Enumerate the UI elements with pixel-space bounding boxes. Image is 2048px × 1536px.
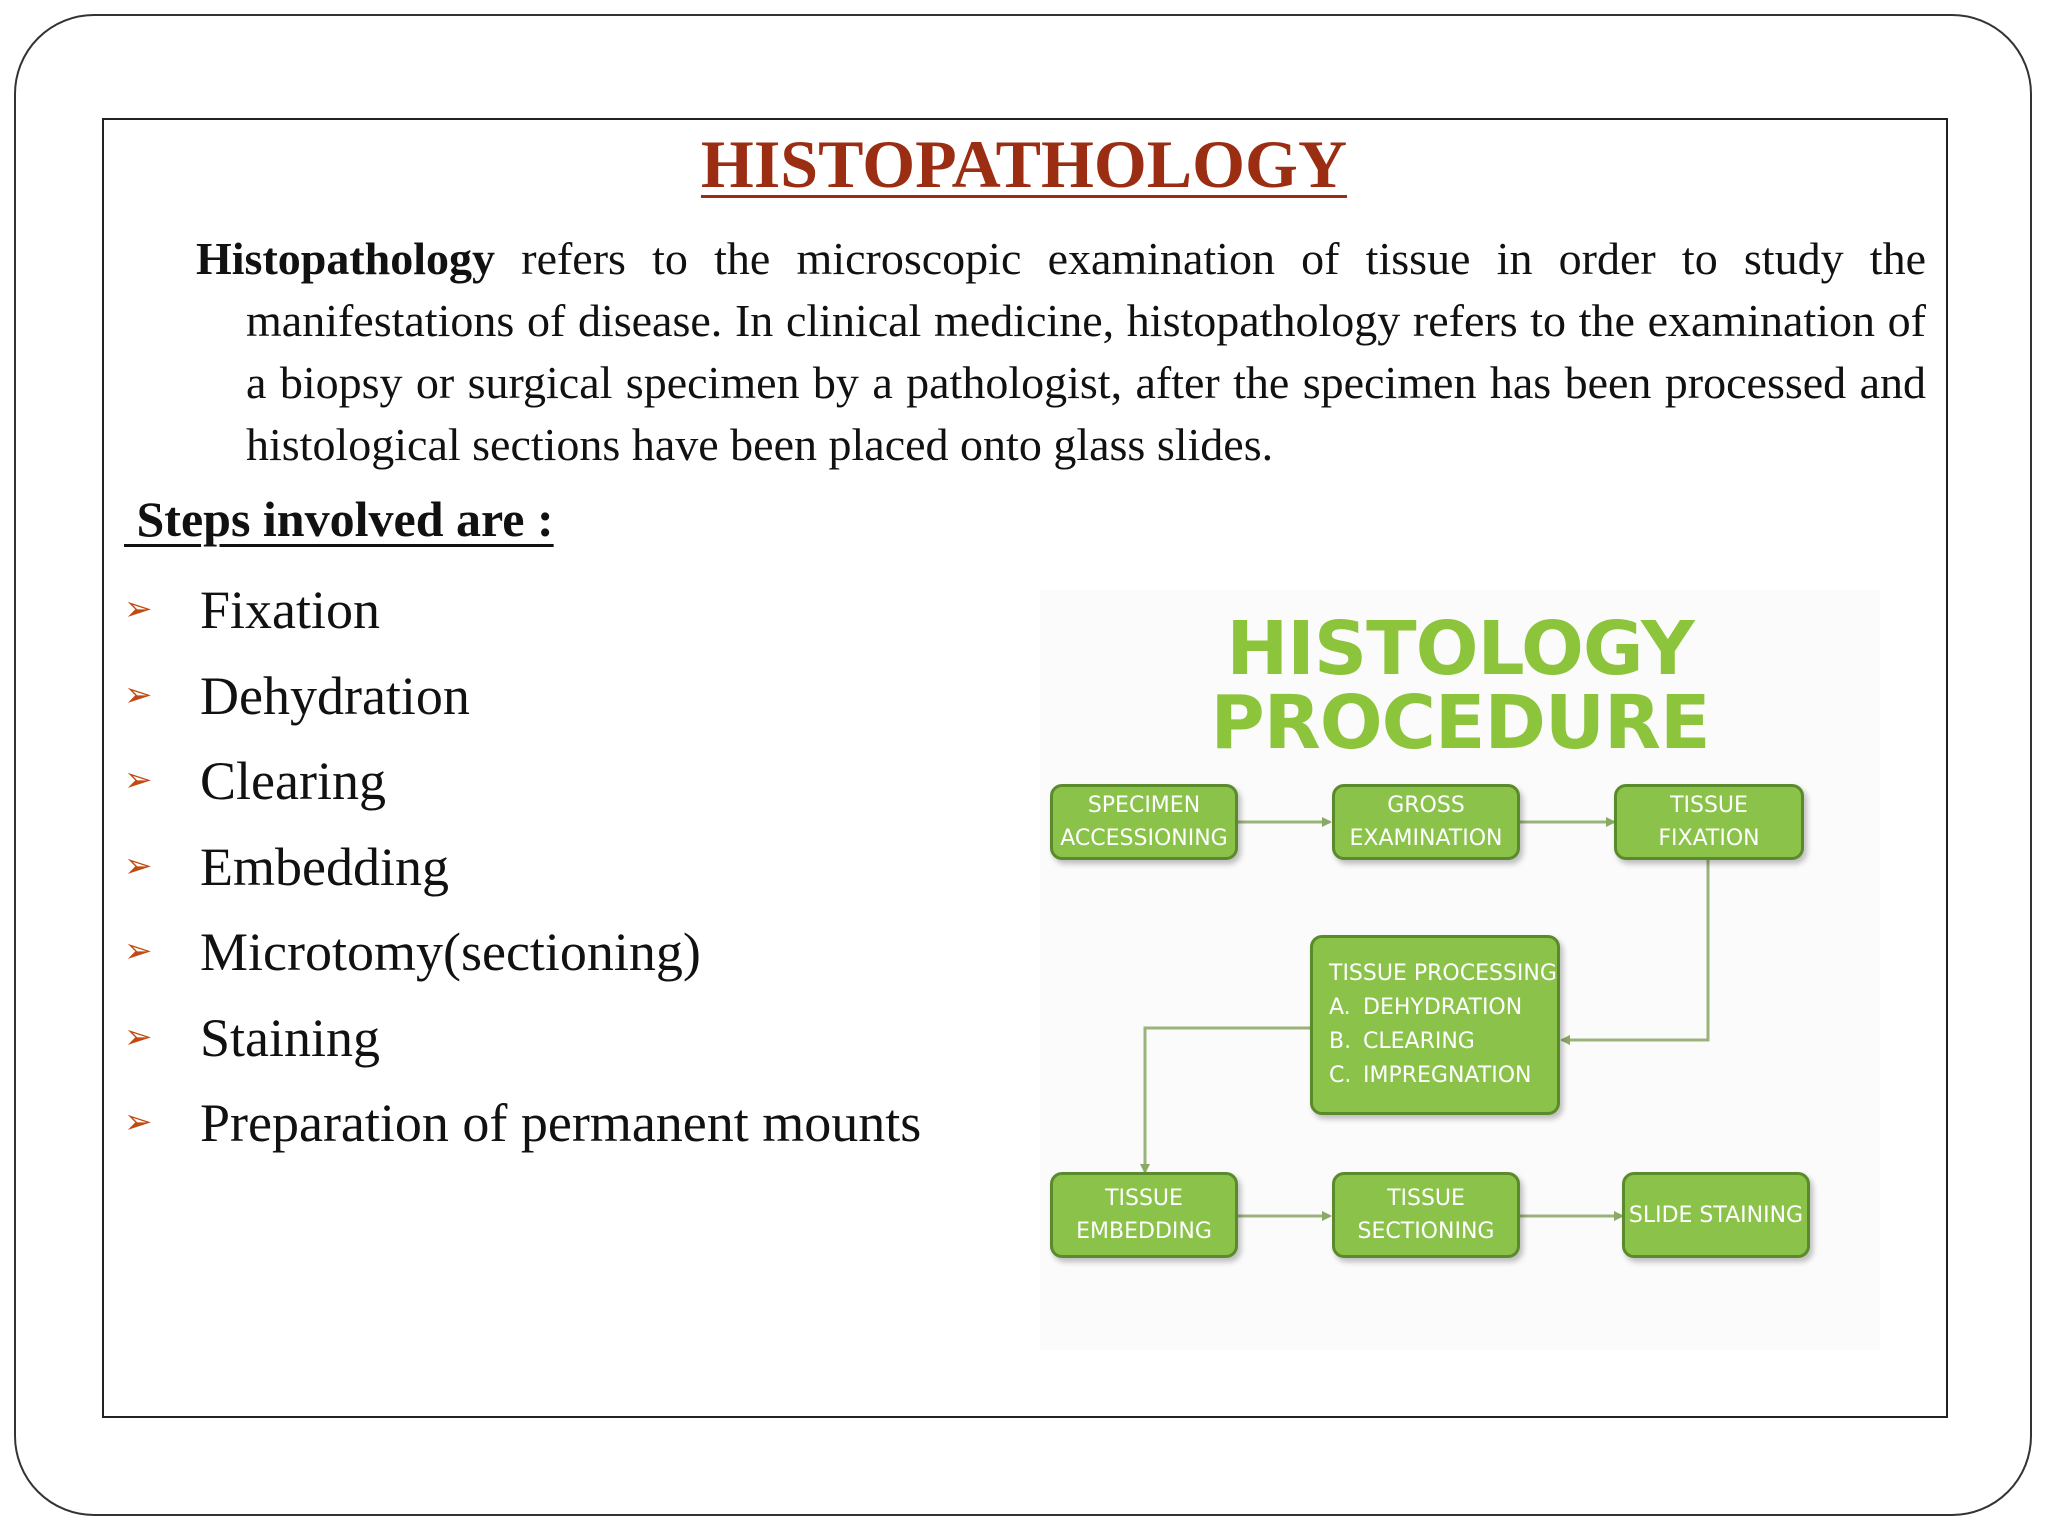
processing-item: A. DEHYDRATION (1329, 995, 1523, 1020)
box-specimen-accessioning (1050, 784, 1238, 860)
processing-heading: TISSUE PROCESSING (1329, 961, 1557, 986)
step-label: Fixation (200, 580, 381, 640)
step-label: Staining (200, 1007, 381, 1068)
arrowhead-icon: ➢ (124, 847, 153, 885)
step-label: Dehydration (200, 665, 470, 726)
arrowhead-icon: ➢ (124, 591, 153, 628)
steps-list (124, 582, 921, 1181)
box-line: SPECIMEN (1087, 793, 1201, 818)
box-line: TISSUE (1105, 1186, 1183, 1211)
processing-item: C. IMPREGNATION (1329, 1063, 1532, 1088)
box-tissue-processing (1310, 935, 1560, 1115)
box-tissue-sectioning (1332, 1172, 1520, 1258)
list-item (124, 753, 921, 839)
box-gross-examination (1332, 784, 1520, 860)
box-line: EXAMINATION (1349, 826, 1503, 851)
diagram-title: HISTOLOGY PROCEDURE (1210, 606, 1710, 766)
arrowhead-icon: ➢ (124, 1104, 153, 1141)
arrowhead-icon: ➢ (124, 933, 153, 970)
intro-text: refers to the microscopic examination of tissue in order to study the manifestations of disease. In clinical medicine, histopathology refers to the examination of a biopsy or surgical specimen by a pathologist, after the specimen has been processed and histological sections have been placed onto glass slides. (246, 233, 1926, 470)
steps-heading: Steps involved are : (124, 491, 554, 547)
box-slide-staining (1622, 1172, 1810, 1258)
box-line: SLIDE STAINING (1628, 1202, 1804, 1228)
list-item (124, 1095, 921, 1181)
intro-term: Histopathology (196, 233, 496, 284)
list-item (124, 1007, 921, 1096)
intro-paragraph (196, 228, 1926, 476)
list-item (124, 836, 921, 925)
list-item (124, 582, 921, 668)
box-tissue-embedding (1050, 1172, 1238, 1258)
box-line: GROSS (1387, 793, 1465, 818)
arrowhead-icon: ➢ (124, 676, 153, 714)
list-item (124, 924, 921, 1010)
step-label: Preparation of permanent mounts (200, 1093, 922, 1153)
list-item (124, 665, 921, 754)
box-tissue-fixation (1614, 784, 1804, 860)
step-label: Microtomy(sectioning) (200, 922, 701, 982)
processing-item: B. CLEARING (1329, 1029, 1475, 1054)
box-line: TISSUE (1387, 1186, 1465, 1211)
box-line: ACCESSIONING (1060, 826, 1228, 851)
arrowhead-icon: ➢ (124, 1018, 153, 1056)
arrowhead-icon: ➢ (124, 762, 153, 799)
page-title: HISTOPATHOLOGY (700, 126, 1348, 202)
step-label: Clearing (200, 751, 386, 811)
step-label: Embedding (200, 836, 449, 897)
box-line: SECTIONING (1357, 1219, 1495, 1244)
box-line: EMBEDDING (1076, 1219, 1212, 1244)
box-line: TISSUE FIXATION (1658, 793, 1760, 851)
